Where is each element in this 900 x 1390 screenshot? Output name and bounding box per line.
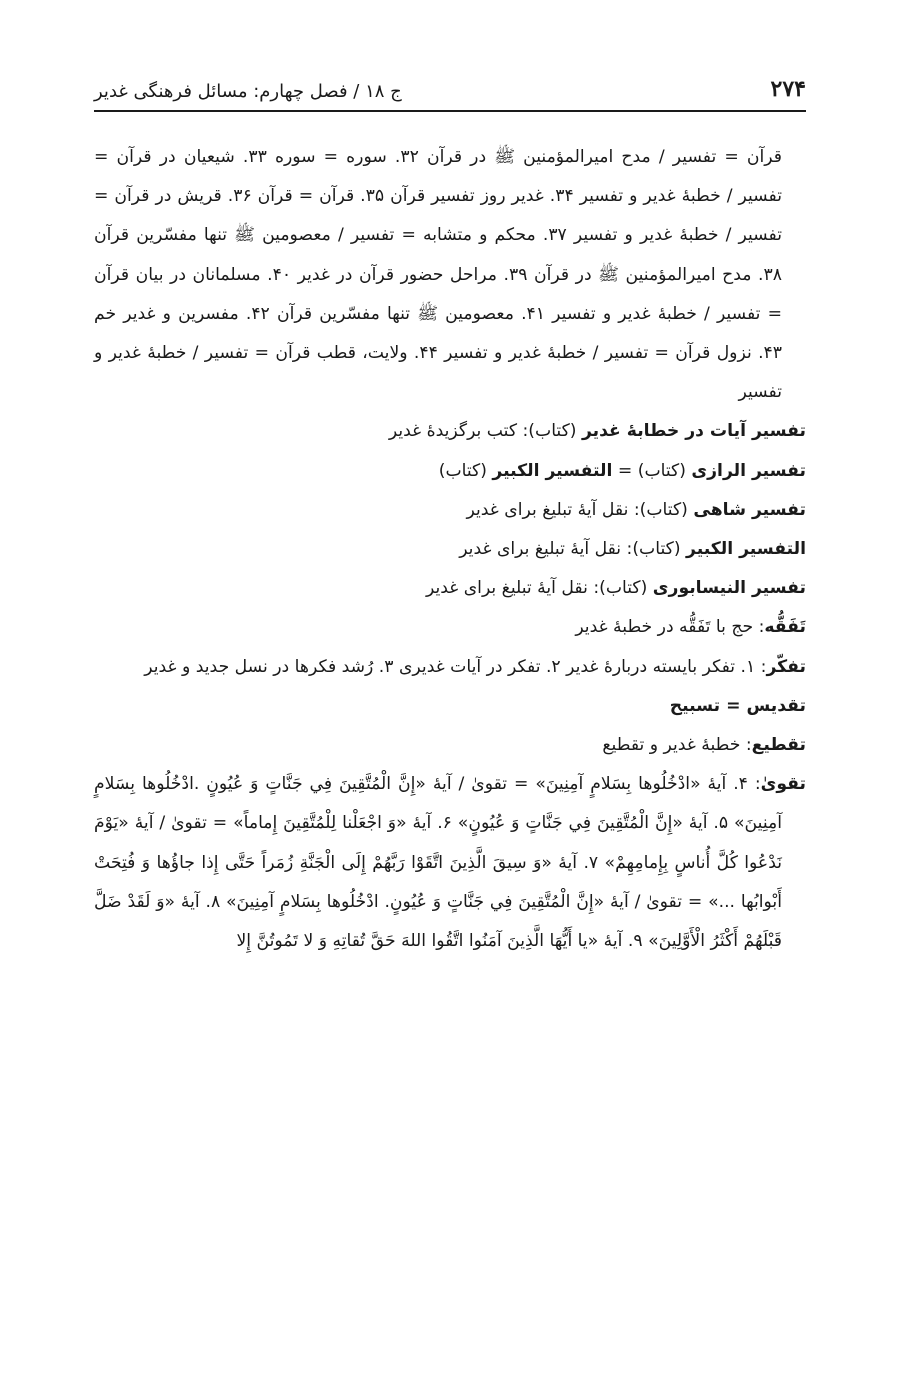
index-entries <box>94 138 806 1350</box>
entry-term: التفسیر الکبیر <box>686 539 806 560</box>
index-entry <box>94 648 806 687</box>
index-entry <box>94 530 806 569</box>
entry-body: (کتاب): نقل آیهٔ تبلیغ برای غدیر <box>459 539 687 560</box>
index-entry <box>94 726 806 765</box>
index-entry <box>94 687 806 726</box>
entry-term: تفسیر الرازی <box>691 460 806 481</box>
entry-body: (کتاب): نقل آیهٔ تبلیغ برای غدیر <box>425 578 653 599</box>
entry-term: تَفَقُّه <box>764 617 806 638</box>
index-entry <box>94 765 806 961</box>
entry-term: تفسیر شاهی <box>693 499 806 520</box>
entry-body: : خطبهٔ غدیر و تقطیع <box>602 735 752 756</box>
index-entry <box>94 569 806 608</box>
entry-body: : ۴. آیهٔ «ادْخُلُوها بِسَلامٍ آمِنِينَ» = تقوىٰ / آیهٔ «إِنَّ الْمُتَّقِينَ فِي جَنَّاتٍ وَ عُيُونٍ .ادْخُلُوها بِسَلامٍ آمِنِينَ» ۵. آیهٔ «إِنَّ الْمُتَّقِينَ فِي جَنَّاتٍ وَ عُيُونٍ» ۶. آیهٔ «وَ اجْعَلْنا لِلْمُتَّقِينَ إِماماً» = تقوىٰ / آیهٔ «يَوْمَ نَدْعُوا كُلَّ أُناسٍ بِإِمامِهِمْ» ۷. آیهٔ «وَ سِيقَ الَّذِينَ اتَّقَوْا رَبَّهُمْ إِلَى الْجَنَّةِ زُمَراً حَتَّى إِذا جاؤُها وَ فُتِحَتْ أَبْوابُها ...» = تقوىٰ / آیهٔ «إِنَّ الْمُتَّقِينَ فِي جَنَّاتٍ وَ عُيُونٍ. ادْخُلُوها بِسَلامٍ آمِنِينَ» ۸. آیهٔ «وَ لَقَدْ ضَلَّ قَبْلَهُمْ أَكْثَرُ الْأَوَّلِينَ» ۹. آیهٔ «يا أَيُّهَا الَّذِينَ آمَنُوا اتَّقُوا اللهَ حَقَّ تُقاتِهِ وَ لا تَمُوتُنَّ إِلا <box>94 774 782 952</box>
cross-reference: التفسیر الکبیر <box>492 460 613 481</box>
chapter-title: ج ۱۸ / فصل چهارم: مسائل فرهنگی غدیر <box>94 81 402 102</box>
entry-body: (کتاب) = <box>612 460 692 481</box>
entry-tail: (کتاب) <box>438 460 493 481</box>
running-header <box>94 68 806 112</box>
index-entry <box>94 412 806 451</box>
entry-term: تقدیس = تسبیح <box>669 695 806 716</box>
entry-term: تقوىٰ <box>760 774 806 795</box>
page-number: ۲۷۴ <box>770 76 806 102</box>
entry-body: (کتاب): کتب برگزیدهٔ غدیر <box>388 421 582 442</box>
index-entry <box>94 452 806 491</box>
entry-body: : ۱. تفکر بایسته دربارهٔ غدیر ۲. تفکر در آیات غدیری ۳. رُشد فکرها در نسل جدید و غدیر <box>144 656 767 677</box>
index-entry <box>94 491 806 530</box>
entry-term: تقطیع <box>751 735 806 756</box>
index-entry-continued <box>94 138 806 412</box>
entry-body: (کتاب): نقل آیهٔ تبلیغ برای غدیر <box>466 499 694 520</box>
entry-term: تفسیر النیسابوری <box>652 578 806 599</box>
index-entry <box>94 608 806 647</box>
entry-term: تفسیر آیات در خطابهٔ غدیر <box>581 421 806 442</box>
entry-term: تفکّر <box>766 656 806 677</box>
entry-body: قرآن = تفسیر / مدح امیرالمؤمنین ﷺ در قرآن ۳۲. سوره = سوره ۳۳. شیعیان در قرآن = تفسیر / خطبهٔ غدیر و تفسیر ۳۴. غدیر روز تفسیر قرآن ۳۵. قرآن = قرآن ۳۶. قریش در قرآن = تفسیر / خطبهٔ غدیر و تفسیر ۳۷. محکم و متشابه = تفسیر / معصومین ﷺ تنها مفسّرین قرآن ۳۸. مدح امیرالمؤمنین ﷺ در قرآن ۳۹. مراحل حضور قرآن در غدیر ۴۰. مسلمانان در بیان قرآن = تفسیر / خطبهٔ غدیر و تفسیر ۴۱. معصومین ﷺ تنها مفسّرین قرآن ۴۲. مفسرین و غدیر خم ۴۳. نزول قرآن = تفسیر / خطبهٔ غدیر و تفسیر ۴۴. ولایت، قطب قرآن = تفسیر / خطبهٔ غدیر و تفسیر <box>94 147 783 403</box>
entry-body: : حج با تَفَقُّه در خطبهٔ غدیر <box>575 617 765 638</box>
